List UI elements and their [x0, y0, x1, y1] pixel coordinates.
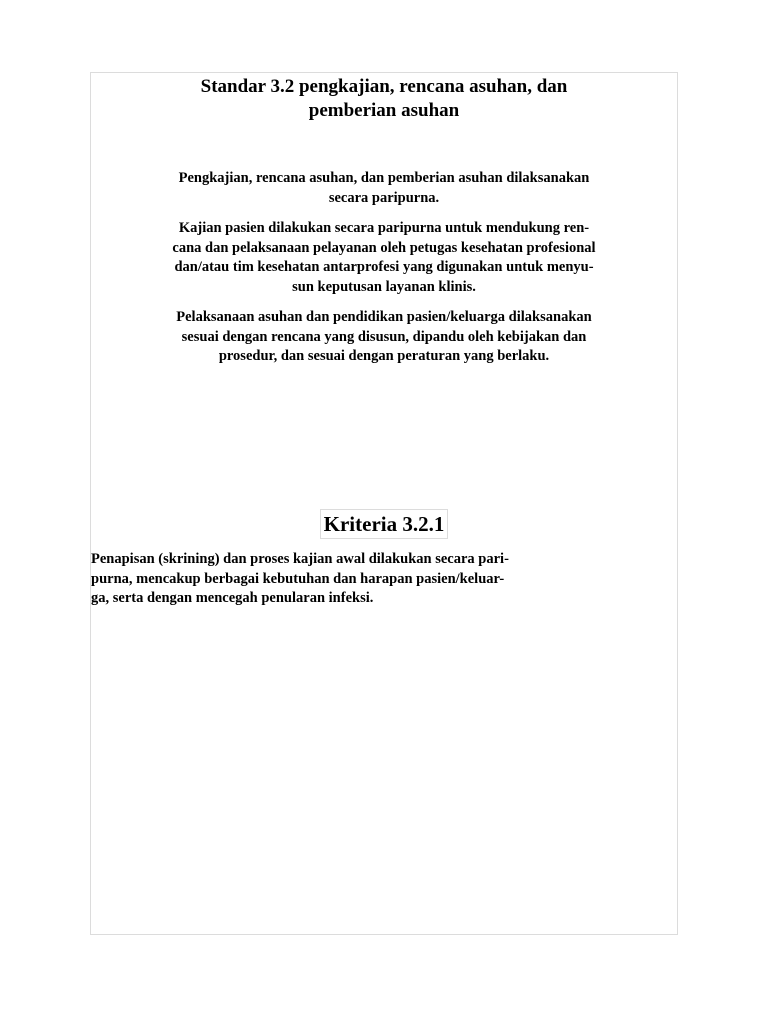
paragraph-implementation [93, 308, 675, 367]
criteria-heading-wrapper [91, 509, 677, 539]
paragraph-assessment [93, 219, 675, 297]
criteria-text [91, 550, 677, 609]
title-line: Standar 3.2 pengkajian, rencana asuhan, dan [200, 76, 568, 97]
text-line: Pelaksanaan asuhan dan pendidikan pasien/keluarga dilaksanakan [176, 309, 592, 325]
text-line: Penapisan (skrining) dan proses kajian awal dilakukan secara pari- [91, 551, 509, 567]
text-line: ga, serta dengan mencegah penularan infeksi. [91, 590, 374, 606]
text-line: sun keputusan layanan klinis. [292, 278, 476, 295]
title-line: pemberian asuhan [308, 100, 460, 121]
text-line: purna, mencakup berbagai kebutuhan dan harapan pasien/keluar- [91, 570, 505, 587]
text-line: sesuai dengan rencana yang disusun, dipandu oleh kebijakan dan [181, 328, 587, 345]
criteria-heading: Kriteria 3.2.1 [320, 509, 449, 539]
paragraph-overview [93, 169, 675, 208]
text-line: secara paripurna. [328, 189, 440, 206]
page-title [111, 75, 657, 123]
text-line: Pengkajian, rencana asuhan, dan pemberian asuhan dilaksanakan [178, 170, 590, 186]
text-line: Kajian pasien dilakukan secara paripurna untuk mendukung ren- [178, 220, 590, 236]
document-page [90, 72, 678, 935]
text-line: cana dan pelaksanaan pelayanan oleh petugas kesehatan profesional [172, 239, 596, 256]
text-line: prosedur, dan sesuai dengan peraturan yang berlaku. [218, 348, 550, 364]
text-line: dan/atau tim kesehatan antarprofesi yang digunakan untuk menyu- [174, 259, 594, 275]
